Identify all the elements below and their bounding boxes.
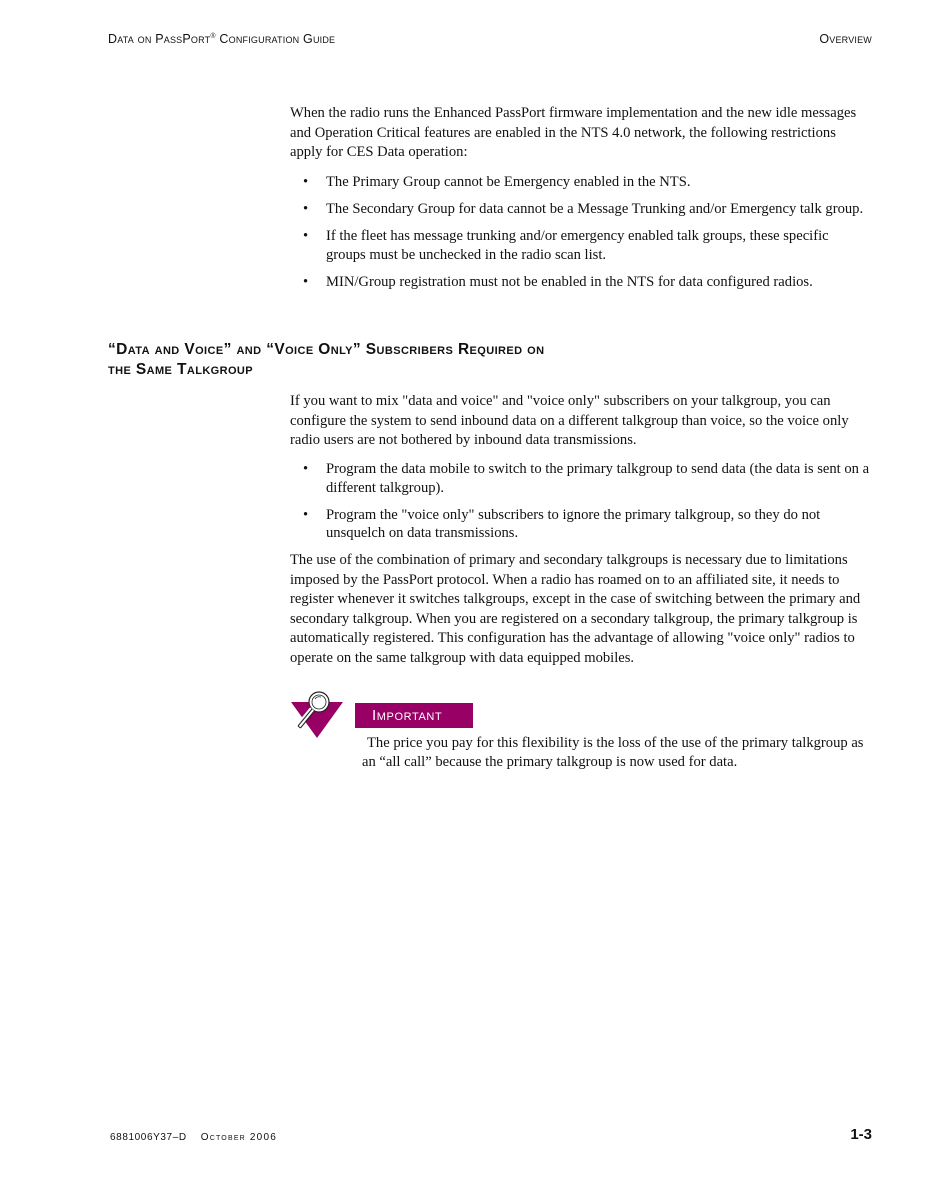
registered-mark: ®	[210, 33, 216, 40]
header-section: Overview	[819, 32, 872, 46]
bullet-icon: •	[303, 461, 309, 477]
intro-paragraph: When the radio runs the Enhanced PassPort firmware implementation and the new idle messages and Operation Critical features are enabled in the NTS 4.0 network, the following restrictions apply for CES Data operation:	[290, 105, 857, 161]
header-title-pre: Data on PassPort	[108, 32, 211, 46]
bullet-icon: •	[303, 506, 309, 523]
usage-block	[290, 551, 870, 669]
footer-doc-info	[110, 1132, 277, 1143]
intro-block	[290, 104, 870, 163]
section-heading-line1: “Data and Voice” and “Voice Only” Subscribers Required on	[108, 341, 545, 358]
important-text: The price you pay for this flexibility is the loss of the use of the primary talkgroup as an “all call” because the primary talkgroup is now used for data.	[362, 735, 864, 770]
list-item-text: The Secondary Group for data cannot be a Message Trunking and/or Emergency talk group.	[326, 201, 864, 217]
steps-list	[290, 460, 870, 543]
list-item-text: The Primary Group cannot be Emergency enabled in the NTS.	[326, 174, 691, 190]
list-item-text: Program the "voice only" subscribers to ignore the primary talkgroup, so they do not unsquelch on data transmissions.	[326, 506, 821, 541]
magnifier-icon	[289, 690, 345, 740]
list-item	[290, 506, 870, 543]
list-item-text: Program the data mobile to switch to the primary talkgroup to send data (the data is sent on a different talkgroup).	[326, 461, 870, 496]
restrictions-list-block	[290, 173, 870, 300]
important-label: Important	[355, 703, 473, 728]
list-item	[290, 273, 870, 292]
mix-paragraph: If you want to mix "data and voice" and "voice only" subscribers on your talkgroup, you can configure the system to send inbound data on a different talkgroup than voice, so the voice only radio users are not bothered by inbound data transmissions.	[290, 393, 849, 449]
list-item	[290, 173, 870, 192]
bullet-icon: •	[303, 228, 309, 244]
section-heading-line2: the Same Talkgroup	[108, 361, 254, 378]
usage-paragraph: The use of the combination of primary and secondary talkgroups is necessary due to limitations imposed by the PassPort protocol. When a radio has roamed on to an affiliated site, it needs to register whenever it switches talkgroups, except in the case of switching between the primary and secondary talkgroup. When you are registered on a secondary talkgroup, the primary talkgroup is automatically registered. This configuration has the advantage of allowing "voice only" radios to operate on the same talkgroup with data equipped mobiles.	[290, 552, 861, 666]
list-item	[290, 460, 870, 497]
list-item-text: If the fleet has message trunking and/or emergency enabled talk groups, these specific groups must be unchecked in the radio scan list.	[326, 228, 829, 263]
mix-block	[290, 392, 870, 451]
section-heading	[108, 340, 668, 380]
list-item-text: MIN/Group registration must not be enabled in the NTS for data configured radios.	[326, 273, 813, 290]
footer-date: October 2006	[200, 1132, 277, 1143]
footer-doc-number: 6881006Y37–D	[110, 1132, 187, 1143]
restrictions-list	[290, 173, 870, 291]
list-item	[290, 227, 870, 264]
page-number: 1-3	[850, 1126, 872, 1143]
steps-list-block	[290, 460, 870, 551]
list-item	[290, 200, 870, 219]
header-title-post: Configuration Guide	[215, 32, 336, 46]
bullet-icon: •	[303, 273, 309, 290]
bullet-icon: •	[303, 201, 309, 217]
bullet-icon: •	[303, 174, 309, 190]
header-title	[108, 32, 335, 46]
